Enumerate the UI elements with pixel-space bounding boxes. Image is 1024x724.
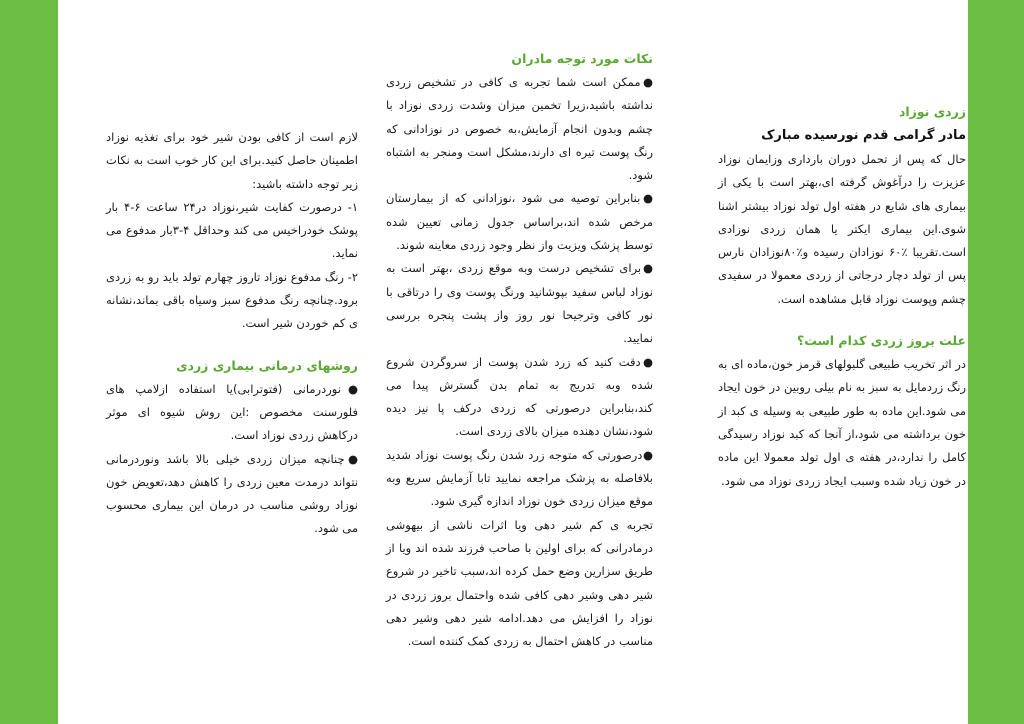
list-item: ●ممکن است شما تجربه ی کافی در تشخیص زردی نداشته باشید،زیرا تخمین میزان وشدت زردی نوزاد با چشم وبدون انجام آزمایش،به خصوص در نوزادانی که رنگ پوست تیره ای دارند،مشکل است ومنجر به اشتباه شود. (386, 75, 653, 183)
treatment-heading: روشهای درمانی بیماری زردی (176, 357, 358, 373)
list-item: ۱- درصورت کفایت شیر،نوزاد در۲۴ ساعت ۶-۴ بار پوشک خودراخیس می کند وحداقل ۴-۳بار مدفوع می نماید. (106, 199, 359, 261)
congratulation-subtitle: مادر گرامی قدم نورسیده مبارک (761, 128, 966, 143)
list-item: ۲- رنگ مدفوع نوزاد تاروز چهارم تولد باید رو به زردی برود.چنانچه رنگ مدفوع سبز وسیاه باقی بماند،نشانه ی کم خوردن شیر است. (106, 269, 358, 331)
list-item: ●چنانچه میزان زردی خیلی بالا باشد ونوردرمانی نتواند درمدت معین زردی را کاهش دهد،تعویض خون نوزاد روشی مناسب در درمان این بیماری محسوب می شود. (106, 451, 358, 536)
middle-column (386, 47, 653, 653)
mothers-tips-heading: نکات مورد توجه مادران (511, 51, 653, 66)
breastfeeding-intro: لازم است از کافی بودن شیر خود برای تغذیه نوزاد اطمینان حاصل کنید.برای این کار خوب است به نکات زیر توجه داشته باشید: (106, 130, 358, 191)
list-item: ●برای تشخیص درست وبه موقع زردی ،بهتر است به نوزاد لباس سفید بپوشانید ورنگ پوست وی را درتاقی با نور کافی وترجیحا نور روز واز پشت پنجره بررسی نمایید. (386, 261, 653, 346)
cause-heading: علت بروز زردی کدام است؟ (797, 333, 966, 349)
list-item: ●دقت کنید که زرد شدن پوست از سروگردن شروع شده وبه تدریج به تمام بدن گسترش پیدا می کند،بنابراین درصورتی که زردی درکف پا نیز دیده شود،نشان دهنده میزان بالای زردی است. (386, 354, 653, 439)
brochure-page (58, 0, 968, 724)
right-column (718, 100, 966, 493)
page-title: زردی نوزاد (898, 104, 966, 119)
left-column (106, 126, 358, 541)
list-item: ●نوردرمانی (فتوترابی)یا استفاده ازلامپ های فلورسنت مخصوص :این روش شیوه ای موثر درکاهش زردی نوزاد است. (106, 381, 358, 443)
list-item: ●درصورتی که متوجه زرد شدن رنگ پوست نوزاد شدید بلافاصله به پزشک مراجعه نمایید تابا آزمایش سریع وبه موقع میزان زردی خون نوزاد اندازه گیری شود. (386, 447, 653, 509)
list-item: تجربه ی کم شیر دهی ویا اثرات ناشی از بیهوشی درمادرانی که برای اولین با صاحب فرزند شده اند ویا از طریق سزارین وضع حمل کرده اند،سبب تاخیر در شروع شیر دهی وشیر دهی کافی شده واحتمال بروز زردی در نوزاد را افزایش می دهد.ادامه شیر دهی وشیر دهی مناسب در کاهش احتمال به زردی کمک کننده است. (386, 517, 653, 649)
cause-paragraph: در اثر تخریب طبیعی گلبولهای قرمز خون،ماده ای به رنگ زردمایل به سبز به نام بیلی روبین در خون ایجاد می شود.این ماده به طور طبیعی به وسیله ی کبد از خون برداشته می شود،از آنجا که کبد نوزاد رسیدگی کامل را ندارد،در هفته ی اول تولد معمولا این ماده در خون زیاد شده وسبب ایجاد زردی نوزاد می شود. (718, 357, 966, 488)
list-item: ●بنابراین توصیه می شود ،نوزادانی که از بیمارستان مرخص شده اند،براساس جدول زمانی تعیین شده توسط پزشک ویزیت واز نظر وجود زردی معاینه شوند. (386, 191, 653, 253)
intro-paragraph: حال که پس از تحمل دوران بارداری وزایمان نوزاد عزیزت را درآغوش گرفته ای،بهتر است با یکی از بیماری های شایع در هفته اول تولد نوزاد بیشتر اشنا شوی.این بیماری ایکتر یا همان زردی نوزادی است.تقریبا ٪۶۰ نوزادان رسیده و٪۸۰نوزادان نارس پس از تولد دچار درجاتی از زردی معمولا در سفیدی چشم وپوست نوزاد قابل مشاهده است. (718, 152, 966, 306)
